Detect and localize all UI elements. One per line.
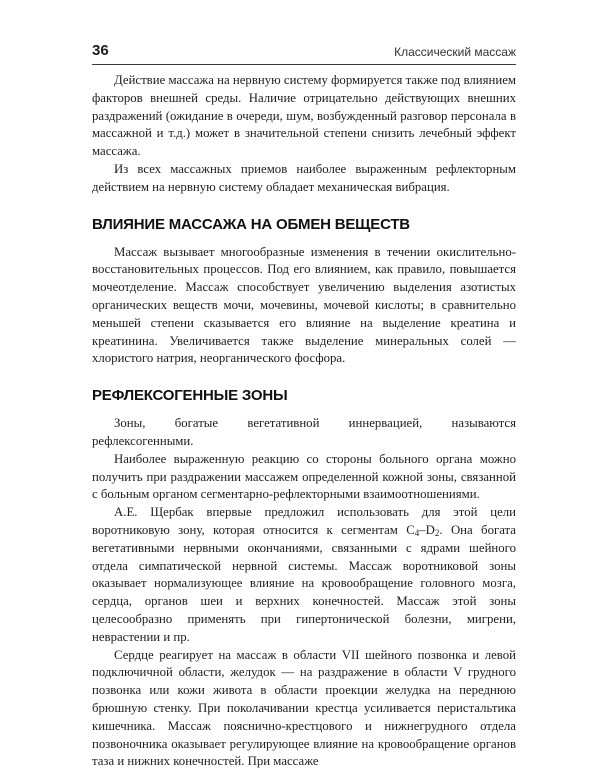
paragraph [92, 504, 516, 646]
segment-subscript: 4 [414, 527, 420, 538]
page-body [92, 72, 516, 771]
segment-subscript: 2 [434, 527, 440, 538]
paragraph: Из всех массажных приемов наиболее выраженным рефлекторным действием на нервную систему обладает механическая вибрация. [92, 161, 516, 194]
section-heading: РЕФЛЕКСОГЕННЫЕ ЗОНЫ [92, 387, 288, 405]
paragraph: Сердце реагирует на массаж в области VII шейного позвонка и левой подключичной области, желудок — на раздражение в области V грудного позвонка или кожи живота в области проекции желудка на переднюю брюшную стенку. При поколачивании крестца усиливается перистальтика кишечника. Массаж пояснично-крестцового и нижнегрудного отдела позвоночника оказывает регулирующее влияние на кровообращение органов таза и нижних конечностей. При массаже [92, 647, 516, 769]
paragraph: Зоны, богатые вегетативной иннервацией, называются рефлексогенными. [92, 416, 516, 448]
paragraph: Массаж вызывает многообразные изменения в течении окислительно-восстановительных процессов. Под его влиянием, как правило, повышается мочеотделение. Массаж способствует увеличению выделения азотистых органических веществ мочи, мочевины, мочевой кислоты; в сравнительно меньшей степени сказывается его влияние на выделение креатина и креатинина. Увеличивается также выделение минеральных солей — хлористого натрия, неорганического фосфора. [92, 244, 516, 366]
paragraph: Наиболее выраженную реакцию со стороны больного органа можно получить при раздражении массажем определенной кожной зоны, связанной с больным органом сегментарно-рефлекторными взаимоотношениями. [92, 451, 516, 502]
page-number: 36 [92, 42, 109, 59]
running-head: Классический массаж [394, 45, 516, 59]
paragraph-text: . Она богата вегетативными нервными окончаниями, связанными с ядрами шейного отдела симпатической нервной системы. Массаж воротниковой зоны оказывает нормализующее влияние на кровообращение головного мозга, сердца, органов шеи и верхних конечностей. Массаж этой зоны целесообразно применять при гипертонической болезни, мигрени, неврастении и пр. [92, 522, 516, 644]
paragraph: Действие массажа на нервную систему формируется также под влиянием факторов внешней среды. Наличие отрицательно действующих внешних раздражений (ожидание в очереди, шум, возбужденный разговор персонала в массажной и т.д.) может в значительной степени снизить лечебный эффект массажа. [92, 73, 516, 159]
page-header [92, 40, 516, 65]
segment-dash: –D [419, 522, 435, 537]
section-heading: ВЛИЯНИЕ МАССАЖА НА ОБМЕН ВЕЩЕСТВ [92, 215, 410, 233]
paragraph-text: А.Е. Щербак впервые предложил использовать для этой цели воротниковую зону, которая относится к сегментам С [92, 505, 516, 537]
